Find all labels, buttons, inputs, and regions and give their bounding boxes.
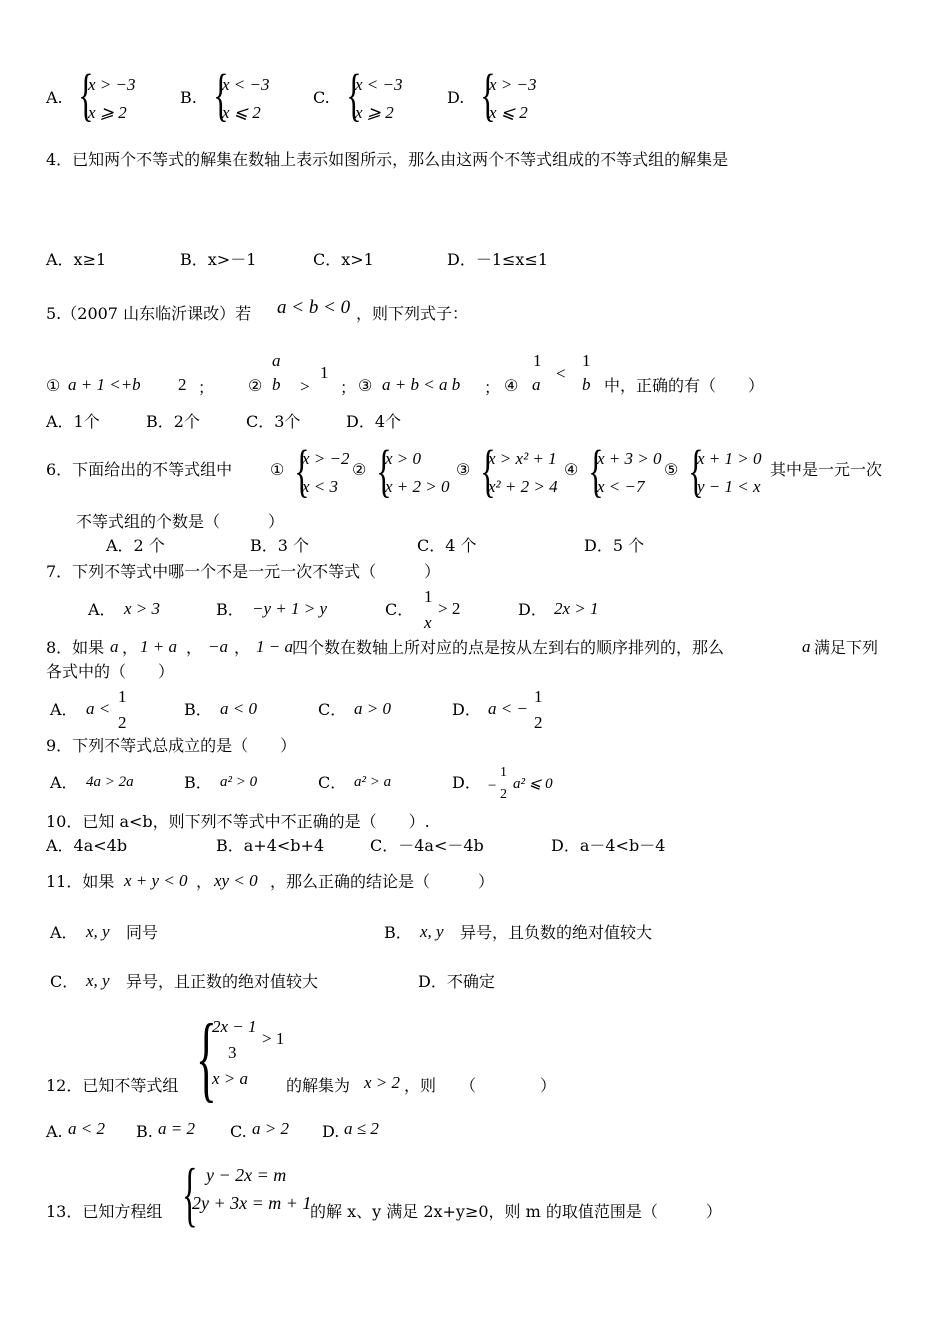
q3-d-line1: x > −3	[489, 75, 537, 94]
q6-system5-brace: {	[688, 438, 704, 503]
q6-stem-tail: 其中是一元一次	[770, 460, 883, 479]
q7-option-a: x > 3	[124, 599, 161, 618]
q8-line1-post: 满足下列	[814, 638, 879, 657]
q3-b-line2: x ⩽ 2	[222, 103, 261, 122]
q5-expr4-left-den: a	[532, 375, 541, 394]
q7-stem: 7．下列不等式中哪一个不是一元一次不等式（ ）	[46, 562, 441, 581]
q8-value-1: a	[110, 637, 119, 656]
q3-d-brace: {	[480, 62, 496, 127]
q8-line2: 各式中的（ ）	[46, 662, 175, 681]
q11-option-b-label: B．	[384, 923, 412, 942]
q3-a-line2: x ⩾ 2	[88, 103, 127, 122]
q11-condition-2: xy < 0	[214, 871, 258, 890]
q8-value-3: −a	[208, 637, 228, 656]
q12-stem: 12．已知不等式组	[46, 1076, 179, 1095]
q4-option-a: A．x≥1	[46, 250, 107, 269]
q8-option-b-label: B．	[184, 700, 212, 719]
q11-option-b-vars: x, y	[420, 922, 444, 941]
q9-option-d-label: D．	[452, 773, 481, 792]
q3-c-brace: {	[346, 62, 362, 127]
q11-option-c-label: C．	[50, 972, 79, 991]
q12-stem-mid: 的解集为	[286, 1076, 351, 1095]
q8-sep-1: ，	[122, 638, 139, 657]
q6-option-d: D．5 个	[584, 536, 645, 555]
q3-d-line2: x ⩽ 2	[489, 103, 528, 122]
q12-option-d: a ≤ 2	[344, 1119, 379, 1138]
q11-option-a-label: A．	[50, 923, 78, 942]
q8-option-a-lhs: a <	[86, 699, 111, 718]
q5-option-d: D．4个	[346, 412, 402, 431]
q6-system3-brace: {	[480, 438, 496, 503]
q9-option-d-minus: −	[488, 778, 497, 794]
q5-option-b: B．2个	[146, 412, 200, 431]
q7-option-c-label: C．	[385, 600, 414, 619]
q5-semicolon-2: ；	[340, 378, 357, 397]
q5-expr1-tail: 2	[178, 375, 187, 394]
q12-option-c: a > 2	[252, 1119, 289, 1138]
q12-option-b-label: B.	[136, 1122, 153, 1141]
q6-system1-line2: x < 3	[302, 477, 339, 496]
q8-option-d-numerator: 1	[534, 687, 543, 706]
q3-option-b-label: B.	[180, 88, 197, 107]
q3-b-line1: x < −3	[222, 75, 270, 94]
q6-system5-line2: y − 1 < x	[697, 477, 761, 496]
q8-line1-pre: 8．如果	[46, 638, 105, 657]
q9-option-b-label: B．	[184, 773, 212, 792]
q6-system4-line1: x + 3 > 0	[597, 449, 662, 468]
q3-option-a-label: A.	[46, 88, 63, 107]
q9-option-c-label: C．	[318, 773, 347, 792]
q5-expr4-right-den: b	[582, 375, 591, 394]
q5-expr3: a + b < a b	[382, 375, 461, 394]
q6-option-b: B．3 个	[250, 536, 310, 555]
q5-expr1-number: ①	[46, 376, 61, 395]
q12-stem-post: ，则 （ ）	[404, 1076, 557, 1095]
q8-option-b: a < 0	[220, 699, 257, 718]
q7-option-b: −y + 1 > y	[252, 599, 328, 618]
q10-option-c: C．－4a<－4b	[370, 836, 484, 855]
q7-option-a-label: A．	[88, 600, 116, 619]
q11-option-d: D．不确定	[418, 972, 495, 991]
q8-option-c-label: C．	[318, 700, 347, 719]
q13-stem: 13．已知方程组	[46, 1202, 163, 1221]
q5-expr4-number: ④	[504, 376, 519, 395]
q7-option-d: 2x > 1	[554, 599, 599, 618]
q10-option-a: A．4a<4b	[46, 836, 128, 855]
q8-option-a-label: A．	[50, 700, 78, 719]
q11-option-b: 异号，且负数的绝对值较大	[460, 923, 653, 942]
q6-system1-line1: x > −2	[302, 449, 350, 468]
q4-option-c: C．x>1	[313, 250, 374, 269]
q5-expr4-relation: <	[556, 364, 566, 383]
q13-line1: y − 2x = m	[206, 1165, 287, 1185]
q7-option-c-numerator: 1	[424, 587, 433, 606]
q6-system5-line1: x + 1 > 0	[697, 449, 762, 468]
q7-option-b-label: B．	[216, 600, 244, 619]
q9-option-a: 4a > 2a	[86, 774, 134, 790]
q9-option-b: a² > 0	[220, 774, 258, 790]
q9-option-d-numerator: 1	[500, 765, 507, 780]
q12-option-c-label: C.	[230, 1122, 247, 1141]
q12-line2: x > a	[212, 1069, 249, 1088]
q5-stem-pre: 5.（2007 山东临沂课改）若	[46, 304, 252, 323]
q9-option-d-denominator: 2	[500, 787, 507, 802]
q12-brace: {	[196, 1004, 217, 1111]
q8-sep-3: ，	[234, 638, 251, 657]
q6-system1-brace: {	[294, 438, 310, 503]
q3-option-d-label: D.	[447, 88, 465, 107]
q4-option-d: D．－1≤x≤1	[447, 250, 549, 269]
q6-system4-brace: {	[588, 438, 604, 503]
q8-option-c: a > 0	[354, 699, 391, 718]
q5-semicolon-3: ；	[484, 378, 501, 397]
q11-option-a-vars: x, y	[86, 922, 110, 941]
q6-system2-line2: x + 2 > 0	[385, 477, 450, 496]
q6-system1-number: ①	[270, 460, 285, 479]
q8-option-d-label: D．	[452, 700, 481, 719]
q12-line1-relation: > 1	[262, 1029, 285, 1048]
q3-c-line1: x < −3	[355, 75, 403, 94]
q5-condition: a < b < 0	[277, 297, 351, 318]
q12-line1-numerator: 2x − 1	[212, 1017, 257, 1036]
q5-expr2-number: ②	[248, 376, 263, 395]
q10-option-b: B．a+4<b+4	[216, 836, 325, 855]
q9-stem: 9．下列不等式总成立的是（ ）	[46, 736, 297, 755]
q12-line1-denominator: 3	[228, 1043, 237, 1062]
q5-option-c: C．3个	[246, 412, 301, 431]
q13-stem-post: 的解 x、y 满足 2x+y≥0，则 m 的取值范围是（ ）	[310, 1202, 722, 1221]
q6-system3-line2: x² + 2 > 4	[488, 477, 558, 496]
q5-expr1: a + 1 <+b	[68, 375, 141, 394]
q5-expr2-top: a	[272, 351, 281, 370]
q12-option-a-label: A.	[46, 1122, 63, 1141]
q12-option-b: a = 2	[158, 1119, 195, 1138]
q6-option-a: A．2 个	[106, 536, 165, 555]
q6-system2-line1: x > 0	[385, 449, 422, 468]
q13-brace: {	[182, 1154, 198, 1234]
q6-system4-number: ④	[564, 460, 579, 479]
q12-solution: x > 2	[364, 1073, 401, 1092]
q5-option-a: A．1个	[46, 412, 100, 431]
q7-option-d-label: D．	[518, 600, 547, 619]
q6-system4-line2: x < −7	[597, 477, 645, 496]
q8-option-a-denominator: 2	[118, 713, 127, 732]
q6-system5-number: ⑤	[664, 460, 679, 479]
q8-option-d-lhs: a < −	[488, 699, 528, 718]
q9-option-c: a² > a	[354, 774, 392, 790]
q3-option-c-label: C.	[313, 88, 330, 107]
q11-stem-pre: 11．如果	[46, 872, 115, 891]
q12-option-a: a < 2	[68, 1119, 105, 1138]
q11-option-c-vars: x, y	[86, 971, 110, 990]
q13-line2: 2y + 3x = m + 1	[192, 1193, 312, 1213]
q8-option-d-denominator: 2	[534, 713, 543, 732]
q5-expr2-relation: >	[300, 377, 310, 396]
q11-option-c: 异号，且正数的绝对值较大	[126, 972, 319, 991]
q6-system3-number: ③	[456, 460, 471, 479]
q5-expr2-rhs: 1	[320, 363, 329, 382]
q8-value-5: a	[802, 637, 811, 656]
q8-value-2: 1 + a	[140, 637, 177, 656]
q8-line1-mid: 四个数在数轴上所对应的点是按从左到右的顺序排列的，那么	[292, 638, 725, 657]
q5-tail: 中，正确的有（ ）	[604, 376, 765, 395]
q5-stem-post: ，则下列式子：	[356, 304, 469, 323]
q6-stem-line2: 不等式组的个数是（ ）	[76, 512, 285, 531]
q11-option-a: 同号	[126, 923, 159, 942]
q4-stem: 4．已知两个不等式的解集在数轴上表示如图所示，那么由这两个不等式组成的不等式组的解集是	[46, 150, 729, 169]
q11-stem-mid: ，	[196, 872, 213, 891]
q8-sep-2: ，	[186, 638, 203, 657]
q3-b-brace: {	[213, 62, 229, 127]
q5-expr2-bottom: b	[272, 375, 281, 394]
q5-expr4-left-num: 1	[533, 351, 542, 370]
q5-semicolon-1: ；	[198, 378, 215, 397]
q10-option-d: D．a－4<b－4	[551, 836, 666, 855]
q9-option-d-expression: a² ⩽ 0	[513, 776, 553, 792]
q8-option-a-numerator: 1	[118, 687, 127, 706]
q3-c-line2: x ⩾ 2	[355, 103, 394, 122]
q8-value-4: 1 − a	[256, 637, 293, 656]
q5-expr4-right-num: 1	[582, 351, 591, 370]
q11-condition-1: x + y < 0	[124, 871, 188, 890]
q7-option-c-denominator: x	[424, 613, 432, 632]
q3-a-line1: x > −3	[88, 75, 136, 94]
q12-option-d-label: D.	[322, 1122, 340, 1141]
q9-option-a-label: A．	[50, 773, 78, 792]
q5-expr3-number: ③	[358, 376, 373, 395]
q11-stem-post: ，那么正确的结论是（ ）	[270, 872, 495, 891]
q6-option-c: C．4 个	[417, 536, 477, 555]
q7-option-c-relation: > 2	[438, 599, 461, 618]
q6-stem: 6．下面给出的不等式组中	[46, 460, 233, 479]
q10-stem: 10．已知 a<b，则下列不等式中不正确的是（ ）.	[46, 812, 430, 831]
q6-system2-brace: {	[376, 438, 392, 503]
q3-a-brace: {	[78, 62, 94, 127]
q6-system3-line1: x > x² + 1	[488, 449, 557, 468]
q6-system2-number: ②	[352, 460, 367, 479]
q4-option-b: B．x>－1	[180, 250, 257, 269]
